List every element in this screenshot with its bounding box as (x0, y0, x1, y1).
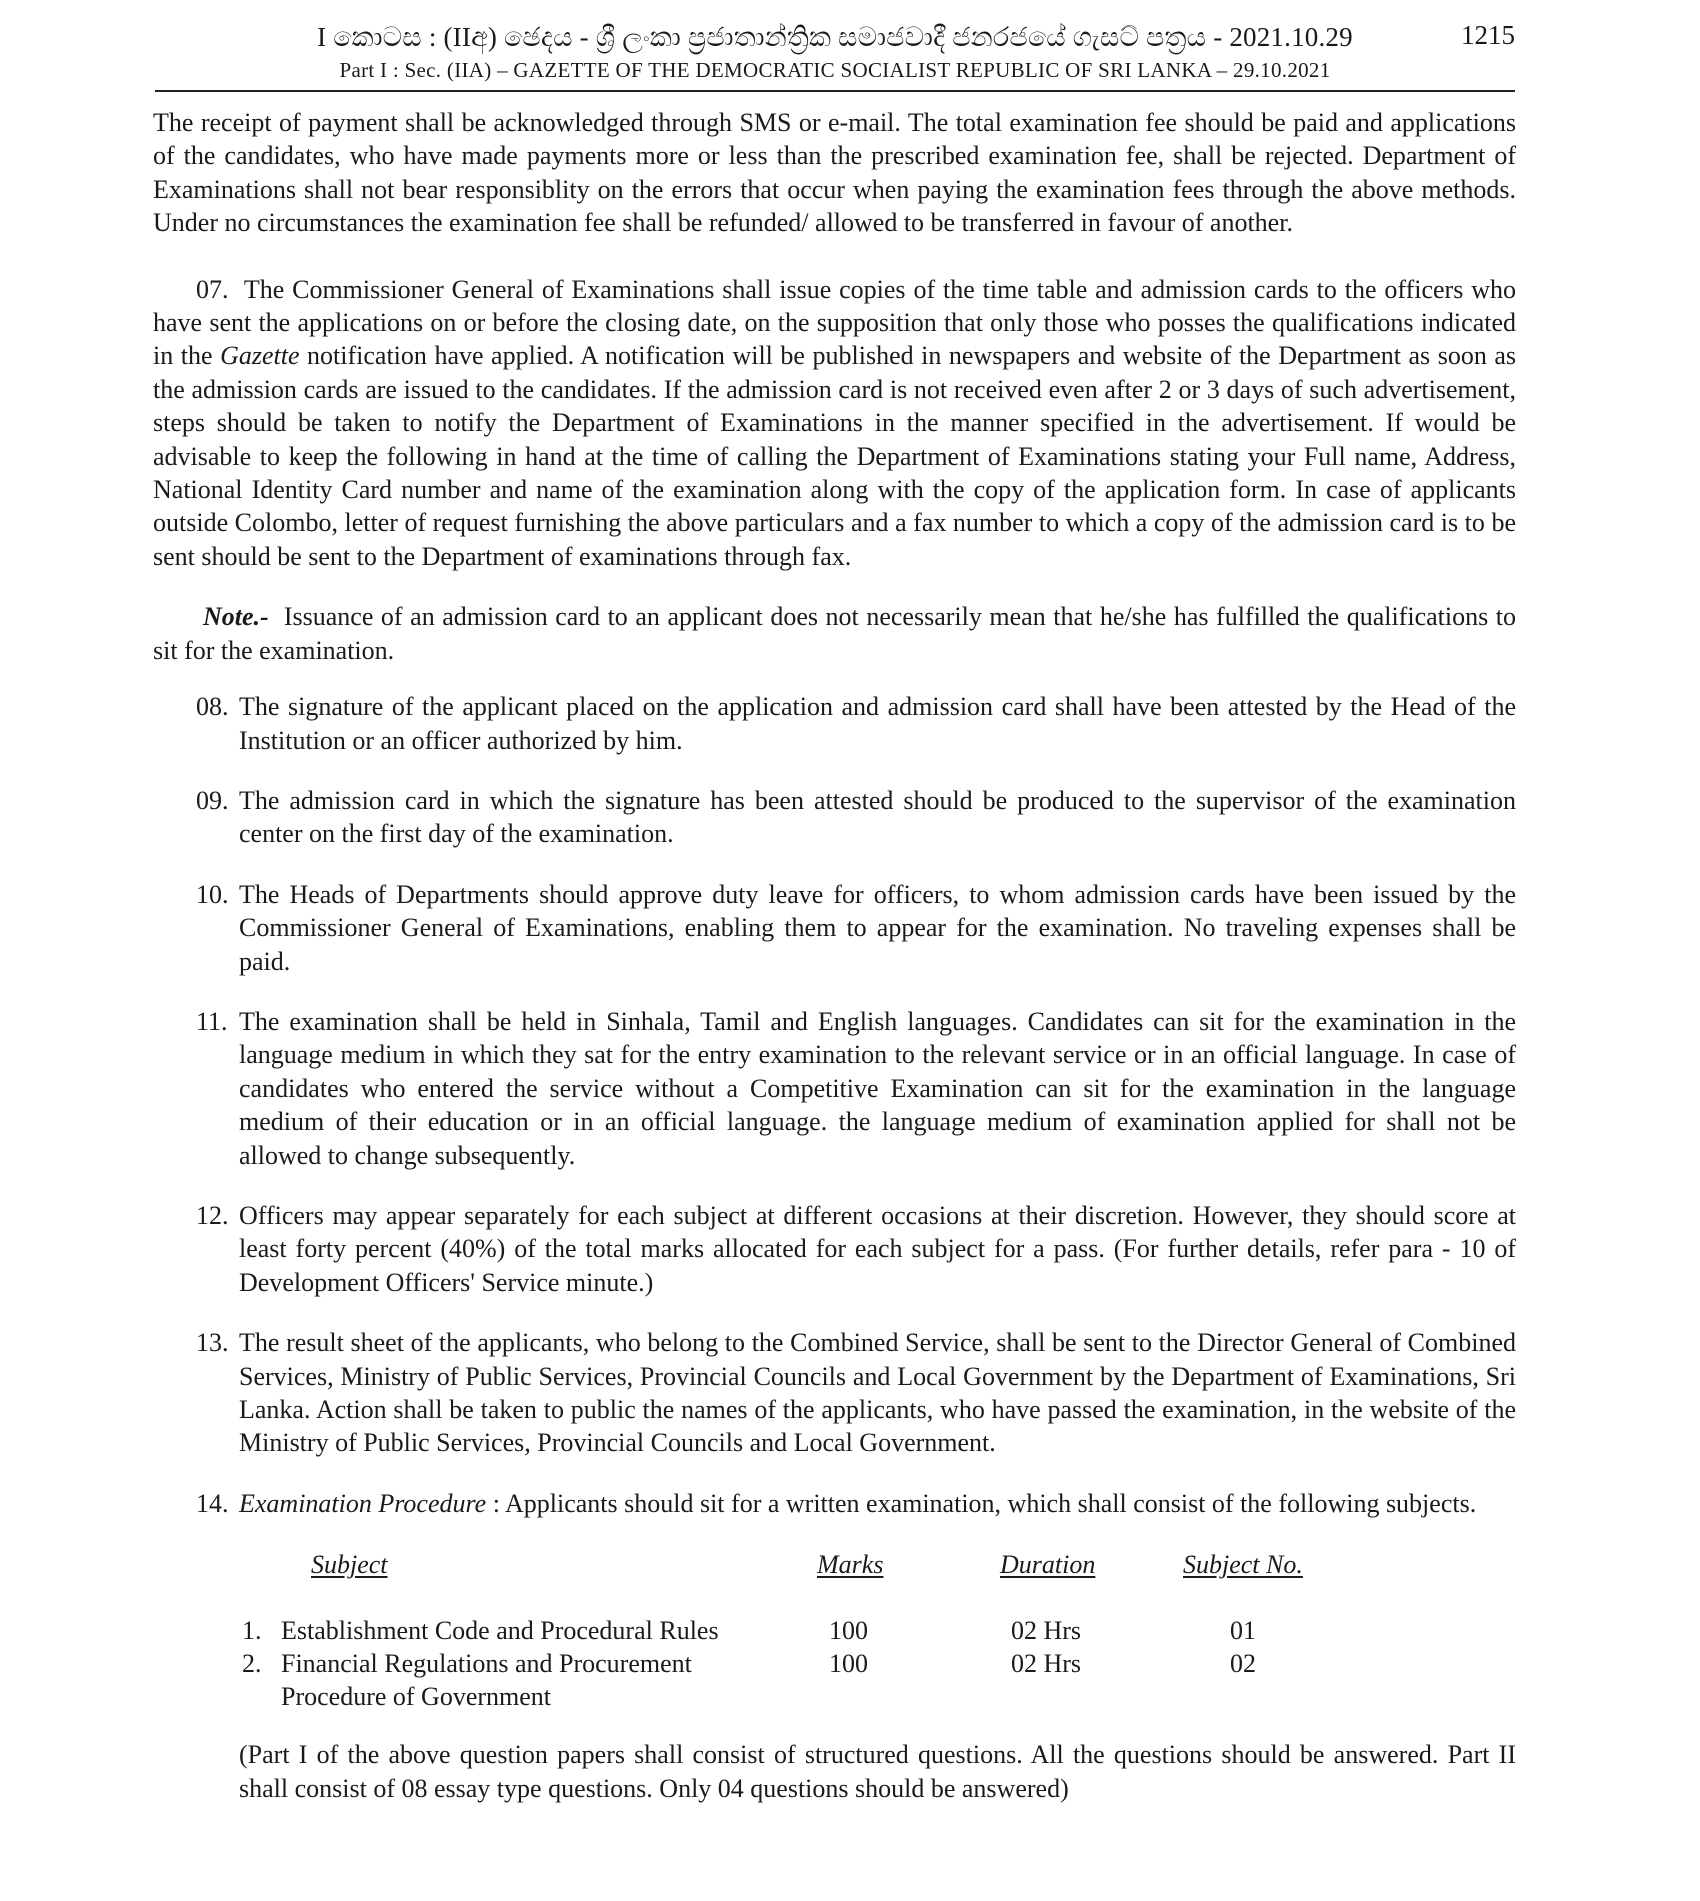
section-07-text-part2: notification have applied. A notification will be published in newspapers and website of the Department as soon as the admission cards are issued to the candidates. If the admission card is not received even after 2 or 3 days of such advertisement, steps should be taken to notify the Department of Examinations in the manner specified in the advertisement. If would be advisable to keep the following in hand at the time of calling the Department of Examinations stating your Full name, Address, National Identity Card number and name of the examination along with the copy of the application form. In case of applicants outside Colombo, letter of request furnishing the above particulars and a fax number to which a copy of the admission card is to be sent should be sent to the Department of examinations through fax. (153, 341, 1517, 571)
closing-note: (Part I of the above question papers shall consist of structured questions. All the questions should be answered. Part II shall consist of 08 essay type questions. Only 04 questions should be answered) (239, 1740, 1516, 1803)
row-index: 2. (242, 1649, 262, 1679)
item-text: The examination shall be held in Sinhala, Tamil and English languages. Candidates can sit for the examination in the language medium in which they sat for the entry examination to the relevant service or in an official language. In case of candidates who entered the service without a Competitive Examination can sit for the examination in the language medium of their education or in an official language. the language medium of examination applied for shall not be allowed to change subsequently. (239, 1006, 1516, 1170)
item-number: 13. (196, 1328, 229, 1358)
header-divider (155, 90, 1515, 92)
item-text: : Applicants should sit for a written examination, which shall consist of the following subjects. (492, 1488, 1477, 1518)
document-body (153, 106, 1516, 1805)
header-english-line: Part I : Sec. (IIA) – GAZETTE OF THE DEMOCRATIC SOCIALIST REPUBLIC OF SRI LANKA – 29.10.2021 (339, 58, 1331, 82)
note-text: Issuance of an admission card to an applicant does not necessarily mean that he/she has fulfilled the qualifications to sit for the examination. (153, 602, 1516, 665)
subject-table (153, 1548, 1516, 1738)
section-07-italic-word: Gazette (220, 341, 300, 371)
numbered-item-10 (153, 878, 1516, 978)
section-07-number: 07. (196, 274, 229, 304)
subject-duration: 02 Hrs (1011, 1616, 1082, 1646)
note-paragraph (153, 600, 1516, 667)
subject-column-header: Subject (311, 1550, 388, 1580)
duration-column-header: Duration (1000, 1550, 1096, 1580)
item-text: The admission card in which the signature has been attested should be produced to the supervisor of the examination center on the first day of the examination. (239, 785, 1516, 849)
subject-marks: 100 (829, 1649, 868, 1679)
item-number: 09. (196, 785, 229, 815)
numbered-item-12 (153, 1199, 1516, 1299)
section-07-paragraph (153, 273, 1516, 574)
subject-name-continued: Procedure of Government (281, 1682, 552, 1712)
row-index: 1. (242, 1616, 262, 1646)
item-text: The result sheet of the applicants, who belong to the Combined Service, shall be sent to the Director General of Combined Services, Ministry of Public Services, Provincial Councils and Local Government by the Department of Examinations, Sri Lanka. Action shall be taken to public the names of the applicants, who have passed the examination, in the website of the Ministry of Public Services, Provincial Councils and Local Government. (239, 1328, 1516, 1458)
item-number: 11. (196, 1006, 228, 1036)
numbered-item-13 (153, 1326, 1516, 1460)
page-header (155, 18, 1515, 90)
subject-name: Financial Regulations and Procurement (281, 1649, 692, 1679)
item-number: 10. (196, 879, 229, 909)
marks-column-header: Marks (817, 1550, 884, 1580)
exam-procedure-title: Examination Procedure (239, 1488, 487, 1518)
numbered-item-08 (153, 690, 1516, 757)
subject-duration: 02 Hrs (1011, 1649, 1082, 1679)
numbered-item-14 (153, 1487, 1516, 1520)
note-label: Note.- (203, 602, 269, 632)
subject-number: 01 (1230, 1616, 1256, 1646)
item-number: 12. (196, 1200, 229, 1230)
subject-no-column-header: Subject No. (1183, 1550, 1303, 1580)
item-text: The Heads of Departments should approve duty leave for officers, to whom admission cards have been issued by the Commissioner General of Examinations, enabling them to appear for the examination. No traveling expenses shall be paid. (239, 879, 1516, 976)
numbered-item-11 (153, 1005, 1516, 1172)
subject-number: 02 (1230, 1649, 1256, 1679)
subject-marks: 100 (829, 1616, 868, 1646)
item-text: Officers may appear separately for each subject at different occasions at their discretion. However, they should score at least forty percent (40%) of the total marks allocated for each subject for a pass. (For further details, refer para - 10 of Development Officers' Service minute.) (239, 1200, 1516, 1297)
section-07-text-part1: The Commissioner General of Examinations shall issue copies of the time table and admission cards to the officers who have sent the applications on or before the closing date, on the supposition that only those who posses the qualifications indicated in the (153, 274, 1516, 371)
numbered-item-09 (153, 784, 1516, 851)
item-number: 08. (196, 692, 229, 722)
item-number: 14. (196, 1488, 229, 1518)
header-sinhala-line: I කොටස : (IIඅ) ඡෙදය - ශ්‍රී ලංකා ප්‍රජාතාන්ත්‍රික සමාජවාදී ජනරජයේ ගැසට් පත්‍රය - 2021.10.29 (317, 22, 1353, 52)
page-number: 1215 (1461, 20, 1515, 50)
subject-name: Establishment Code and Procedural Rules (281, 1616, 719, 1646)
item-text: The signature of the applicant placed on the application and admission card shall have been attested by the Head of the Institution or an officer authorized by him. (239, 692, 1516, 755)
intro-paragraph: The receipt of payment shall be acknowledged through SMS or e-mail. The total examination fee should be paid and applications of the candidates, who have made payments more or less than the prescribed examination fee, shall be rejected. Department of Examinations shall not bear responsiblity on the errors that occur when paying the examination fees through the above methods. Under no circumstances the examination fee shall be refunded/ allowed to be transferred in favour of another. (153, 108, 1516, 238)
